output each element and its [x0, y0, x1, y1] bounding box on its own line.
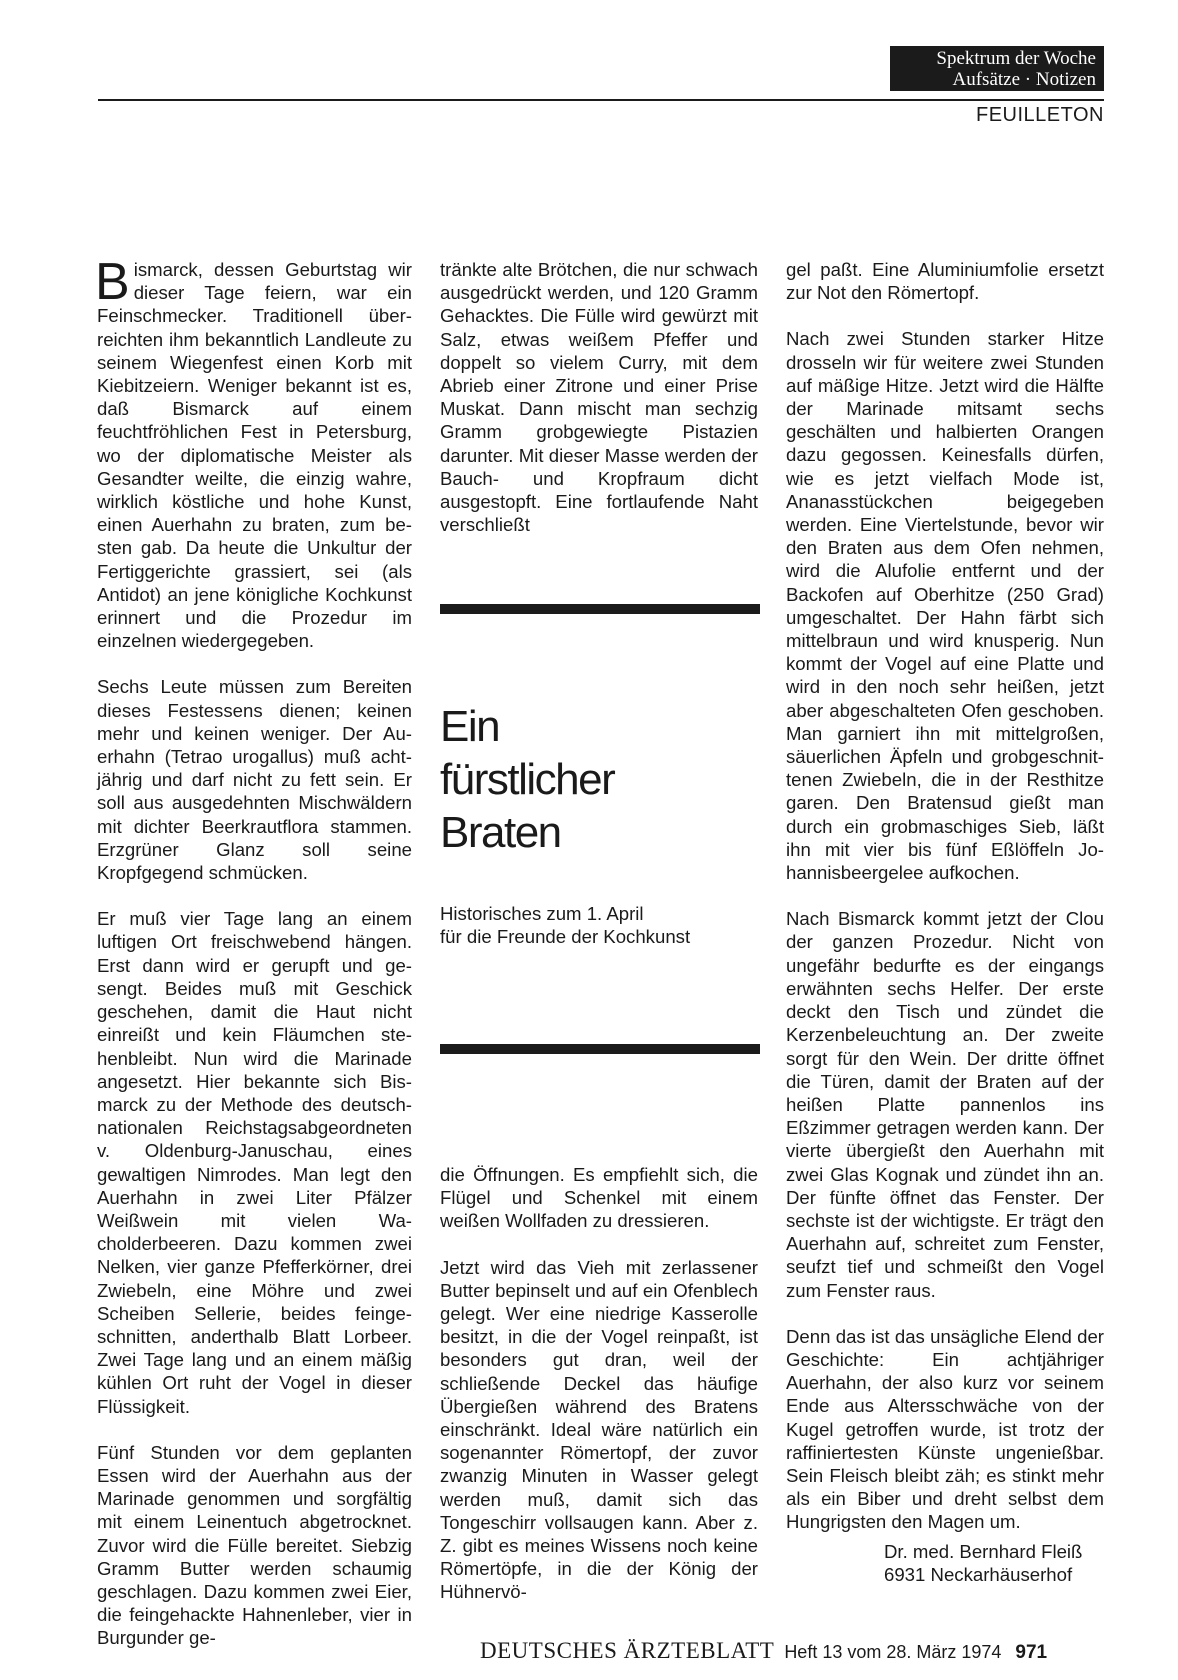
- subheadline-line: Historisches zum 1. April: [440, 903, 644, 924]
- paragraph: Nach zwei Stunden starker Hitze drosseln wir für weitere zwei Stunden auf mäßige Hitze. Jetzt wird die Hälfte der Marinade mitsamt sechs geschälten und halbierten Orangen dazu gegossen. Keinesfalls dürfen, wie es jetzt vielfach Mode ist, Ananasstückchen beigegeben werden. Eine Viertelstunde, bevor wir den Braten aus dem Ofen nehmen, wird die Alufolie entfernt und der Backofen auf Oberhitze (250 Grad) umgeschaltet. Der Hahn färbt sich mittelbraun und wird knusperig. Nun kommt der Vogel auf eine Platte und wird in den noch sehr heißen, jetzt aber abgeschalteten Ofen geschoben. Man garniert ihn mit mittelgroßen, säuerlichen Äpfeln und grobgeschnittenen Zwiebeln, die in der Resthitze garen. Den Bratensud gießt man durch ein grobmaschiges Sieb, läßt ihn mit vier bis fünf Eßlöffeln Johannisbeergelee aufkochen.: [786, 328, 1104, 884]
- headline-line: Braten: [440, 808, 561, 857]
- article-column-1: [95, 253, 412, 1673]
- headline: [440, 700, 760, 859]
- author-signature: [884, 1540, 1104, 1586]
- headline-line: fürstlicher: [440, 755, 615, 804]
- article-column-3: [786, 258, 1104, 1557]
- magazine-name: DEUTSCHES ÄRZTEBLATT: [480, 1638, 775, 1663]
- paragraph: Fünf Stunden vor dem geplanten Essen wird der Auerhahn aus der Marinade genommen und sorgfältig mit einem Leinentuch abgetrocknet. Zuvor wird die Fülle bereitet. Siebzig Gramm Butter werden schaumig geschlagen. Dazu kommen zwei Eier, die feingehackte Hahnenleber, vier in Burgunder ge-: [97, 1441, 412, 1649]
- paragraph: gel paßt. Eine Aluminiumfolie ersetzt zur Not den Römertopf.: [786, 259, 1104, 304]
- section-badge: [890, 46, 1104, 91]
- article-column-2-bottom: [440, 1163, 758, 1627]
- dropcap: B: [95, 253, 130, 311]
- headline-line: Ein: [440, 702, 500, 751]
- badge-line-1: Spektrum der Woche: [936, 48, 1096, 69]
- paragraph: Denn das ist das unsägliche Elend der Geschichte: Ein achtjähriger Auerhahn, der also kurz vor seinem Ende aus Altersschwäche von der Kugel getroffen wurde, ist trotz der raffiniertesten Künste ungenießbar. Sein Fleisch bleibt zäh; es stinkt mehr als ein Biber und dreht selbst dem Hungrigsten den Magen um.: [786, 1325, 1104, 1533]
- paragraph: Bismarck, dessen Geburtstag wir dieser Tage feiern, war ein Feinschmecker. Traditionell überreichten ihm bekanntlich Landleute zu seinem Wiegenfest einen Korb mit Kiebitzeiern. Weniger bekannt ist es, daß Bismarck auf einem feuchtfröhlichen Fest in Petersburg, wo der diplomatische Meister als Gesandter weilte, die einzig wahre, wirklich köstliche und hohe Kunst, einen Auerhahn zu braten, zum besten gab. Da heute die Unkultur der Fertiggerichte grassiert, sei (als Antidot) an jene königliche Kochkunst erinnert und die Prozedur im einzelnen wiedergegeben.: [95, 253, 412, 652]
- article-column-2-top: [440, 258, 758, 559]
- paragraph: Sechs Leute müssen zum Bereiten dieses Festessens dienen; keinen mehr und keinen weniger. Der Auerhahn (Tetrao urogallus) muß achtjährig und darf nicht zu fett sein. Er soll aus ausgedehnten Mischwäldern mit dichter Beerkrautflora stammen. Erzgrüner Glanz soll seine Kropfgegend schmücken.: [97, 676, 412, 884]
- section-label: FEUILLETON: [976, 104, 1104, 126]
- subheadline: [440, 902, 760, 948]
- page-number: 971: [1015, 1642, 1048, 1663]
- subheadline-line: für die Freunde der Kochkunst: [440, 926, 691, 948]
- author-location: 6931 Neckarhäuserhof: [884, 1564, 1073, 1586]
- badge-line-2: Aufsätze · Notizen: [952, 69, 1096, 90]
- author-name: Dr. med. Bernhard Fleiß: [884, 1541, 1083, 1562]
- paragraph: Nach Bismarck kommt jetzt der Clou der ganzen Prozedur. Nicht von ungefähr bedurfte es der eingangs erwähnten sechs Helfer. Der erste deckt den Tisch und zündet die Kerzenbeleuchtung an. Der zweite sorgt für den Wein. Der dritte öffnet die Türen, damit der Braten auf der heißen Platte pannenlos ins Eßzimmer getragen werden kann. Der vierte übergießt den Auerhahn mit zwei Glas Kognak und zündet ihn an. Der fünfte öffnet das Fenster. Der sechste ist der wichtigste. Er trägt den Auerhahn auf, schreitet zum Fenster, seufzt tief und schmeißt den Vogel zum Fenster raus.: [786, 908, 1104, 1301]
- page-footer: [480, 1638, 1104, 1664]
- paragraph: die Öffnungen. Es empfiehlt sich, die Flügel und Schenkel mit einem weißen Wollfaden zu dressieren.: [440, 1164, 758, 1232]
- paragraph: Jetzt wird das Vieh mit zerlassener Butter bepinselt und auf ein Ofenblech gelegt. Wer eine niedrige Kasserolle besitzt, in die der Vogel reinpaßt, ist besonders gut dran, weil der schließende Deckel das häufige Übergießen während des Bratens einschränkt. Ideal wäre natürlich ein sogenannter Römertopf, der zuvor zwanzig Minuten in Wasser gelegt werden muß, damit sich das Tongeschirr vollsaugen kann. Aber z. Z. gibt es meines Wissens noch keine Römertöpfe, in die der König der Hühnervö-: [440, 1256, 758, 1603]
- paragraph: Er muß vier Tage lang an einem luftigen Ort freischwebend hängen. Erst dann wird er gerupft und gesengt. Beides muß mit Geschick geschehen, damit die Haut nicht einreißt und kein Fläumchen stehenbleibt. Nun wird die Marinade angesetzt. Hier bekannte sich Bismarck zu der Methode des deutsch-nationalen Reichstagsabgeordneten v. Oldenburg-Januschau, eines gewaltigen Nimrodes. Man legt den Auerhahn in zwei Liter Pfälzer Weißwein mit vielen Wacholderbeeren. Dazu kommen zwei Nelken, vier ganze Pfefferkörner, drei Zwiebeln, eine Möhre und zwei Scheiben Sellerie, beides feingeschnitten, anderthalb Blatt Lorbeer. Zwei Tage lang und an einem mäßig kühlen Ort ruht der Vogel in dieser Flüssigkeit.: [97, 908, 412, 1417]
- header-rule: [98, 99, 1104, 101]
- headline-rule-bottom: [440, 1044, 760, 1054]
- headline-rule-top: [440, 604, 760, 614]
- issue-info: Heft 13 vom 28. März 1974: [784, 1642, 1002, 1662]
- paragraph: tränkte alte Brötchen, die nur schwach ausgedrückt werden, und 120 Gramm Gehacktes. Die Fülle wird gewürzt mit Salz, etwas weißem Pfeffer und doppelt so vielem Curry, mit dem Abrieb einer Zitrone und einer Prise Muskat. Dann mischt man sechzig Gramm grobgewiegte Pistazien darunter. Mit dieser Masse werden der Bauch- und Kropfraum dicht ausgestopft. Eine fortlaufende Naht verschließt: [440, 259, 758, 536]
